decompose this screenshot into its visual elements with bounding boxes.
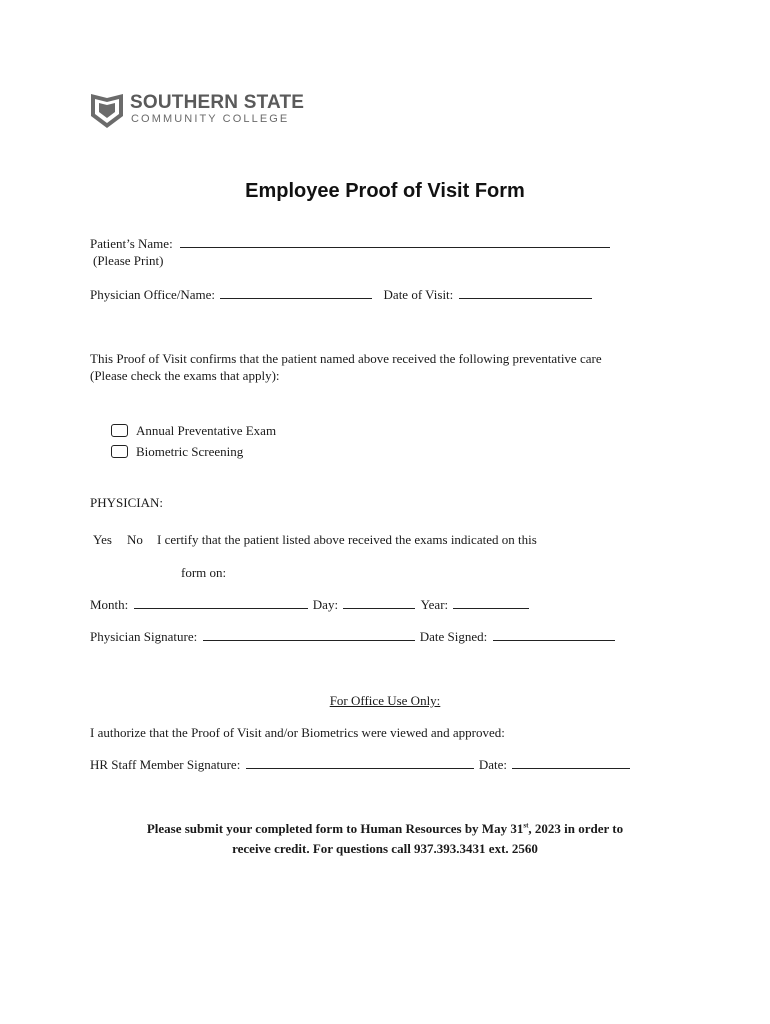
office-use-heading: For Office Use Only: <box>329 693 441 708</box>
physician-signature-field[interactable] <box>203 629 415 641</box>
hr-signature-field[interactable] <box>246 757 474 769</box>
intro-line-1: This Proof of Visit confirms that the patient named above received the following preventative care <box>90 351 602 366</box>
hr-date-label: Date: <box>478 757 507 772</box>
date-of-visit-field[interactable] <box>459 287 592 299</box>
footer-line-1 <box>0 821 770 837</box>
patient-name-field[interactable] <box>180 236 610 248</box>
logo-line-2: COMMUNITY COLLEGE <box>131 113 290 125</box>
month-label: Month: <box>90 597 129 612</box>
hr-signature-row <box>90 757 630 773</box>
footer-line-2: receive credit. For questions call 937.393.3431 ext. 2560 <box>232 841 538 856</box>
month-field[interactable] <box>134 597 308 609</box>
form-title: Employee Proof of Visit Form <box>245 180 525 202</box>
physician-signature-label: Physician Signature: <box>90 629 198 644</box>
day-field[interactable] <box>343 597 415 609</box>
intro-line-2: (Please check the exams that apply): <box>90 368 280 383</box>
physician-office-row <box>90 287 592 303</box>
footer-line-1-a: Please submit your completed form to Human Resources by May 31 <box>146 821 524 836</box>
certify-text: I certify that the patient listed above received the exams indicated on this <box>157 532 537 547</box>
annual-exam-label: Annual Preventative Exam <box>136 423 277 438</box>
physician-heading: PHYSICIAN: <box>90 495 163 510</box>
hr-date-field[interactable] <box>512 757 630 769</box>
biometric-label: Biometric Screening <box>136 444 244 459</box>
logo-line-1: SOUTHERN STATE <box>130 92 305 113</box>
year-field[interactable] <box>453 597 529 609</box>
patient-name-label: Patient’s Name: <box>90 236 173 251</box>
college-logo <box>90 92 310 130</box>
yes-option[interactable]: Yes <box>93 532 112 547</box>
year-label: Year: <box>420 597 449 612</box>
authorize-text: I authorize that the Proof of Visit and/or Biometrics were viewed and approved: <box>90 725 505 740</box>
biometric-checkbox[interactable] <box>111 445 128 458</box>
no-option[interactable]: No <box>127 532 143 547</box>
date-row <box>90 597 529 613</box>
physician-signature-row <box>90 629 615 645</box>
day-label: Day: <box>312 597 339 612</box>
physician-office-field[interactable] <box>220 287 372 299</box>
footer-line-1-b: , 2023 in order to <box>528 821 624 836</box>
form-on-text: form on: <box>181 565 227 580</box>
footer-superscript: st <box>523 821 529 830</box>
date-of-visit-label: Date of Visit: <box>383 287 454 302</box>
date-signed-label: Date Signed: <box>419 629 488 644</box>
annual-exam-checkbox[interactable] <box>111 424 128 437</box>
patient-name-row <box>90 236 610 252</box>
please-print-note: (Please Print) <box>93 253 164 268</box>
hr-signature-label: HR Staff Member Signature: <box>90 757 241 772</box>
physician-office-label: Physician Office/Name: <box>90 287 216 302</box>
date-signed-field[interactable] <box>493 629 615 641</box>
shield-logo-icon <box>90 92 124 130</box>
